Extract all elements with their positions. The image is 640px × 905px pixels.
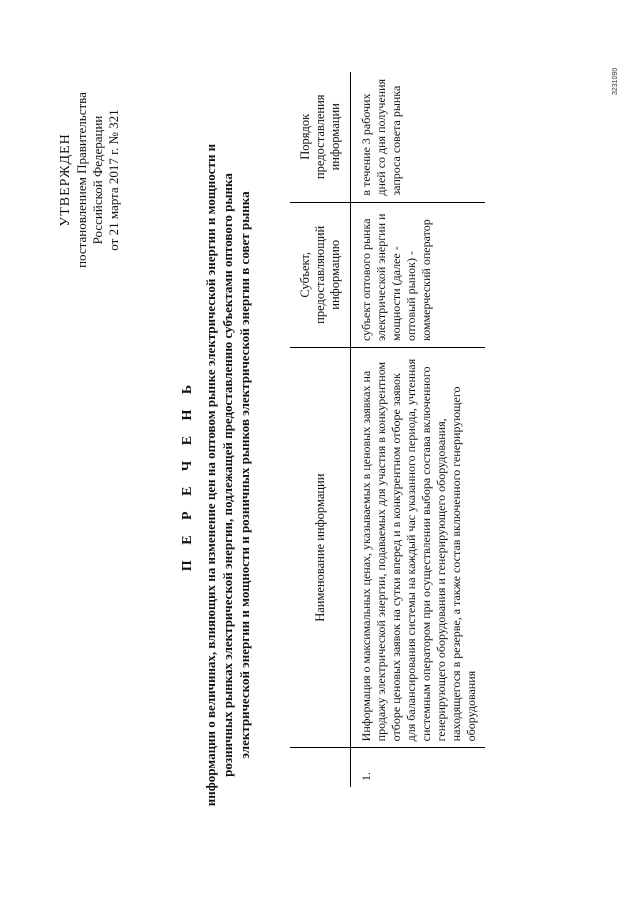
document-title xyxy=(180,135,253,815)
approval-heading: УТВЕРЖДЕН xyxy=(58,133,73,227)
header-number xyxy=(290,748,351,787)
header-order: Порядок предоставления информации xyxy=(290,72,351,202)
row-number: 1. xyxy=(359,772,373,781)
approval-line: постановлением Правительства xyxy=(74,92,89,268)
row-order: в течение 3 рабочих дней со дня получения запроса совета рынка xyxy=(351,72,486,202)
title-subtitle: информации о величинах, влияющих на изменение цен на оптовом рынке электрической энергии и мощности и розничных рынках электрической энергии, подлежащей предоставлению субъектами оптового рынка электрической энергии и мощности и розничных рынков электрической энергии в совет рынка xyxy=(203,143,252,807)
table-header-row xyxy=(290,72,351,787)
title-word: П Е Р Е Ч Е Н Ь xyxy=(180,378,195,572)
header-name: Наименование информации xyxy=(290,348,351,748)
information-table xyxy=(290,72,485,787)
approval-block xyxy=(58,55,122,305)
approval-line: Российской Федерации xyxy=(90,115,105,245)
approval-date-line: от 21 марта 2017 г. № 321 xyxy=(106,109,121,251)
header-subject: Субъект, предоставляющий информацию xyxy=(290,202,351,347)
row-subject: субъект оптового рынка электрической энергии и мощности (далее - оптовый рынок) - коммерческий оператор xyxy=(351,202,486,347)
row-name: Информация о максимальных ценах, указываемых в ценовых заявках на продажу электрической энергии, подаваемых для участия в конкурентном отборе ценовых заявок на сутки вперед и в конкурентном отборе заявок для балансирования системы на каждый час указанного периода, учтенная системным оператором при осуществлении выбора состава включенного генерирующего оборудования и генерирующего оборудования, находящегося в резерве, а также состав включенного генерирующего оборудования xyxy=(351,348,486,748)
table-row xyxy=(351,72,486,787)
document-stamp: 3231090 xyxy=(612,67,619,95)
